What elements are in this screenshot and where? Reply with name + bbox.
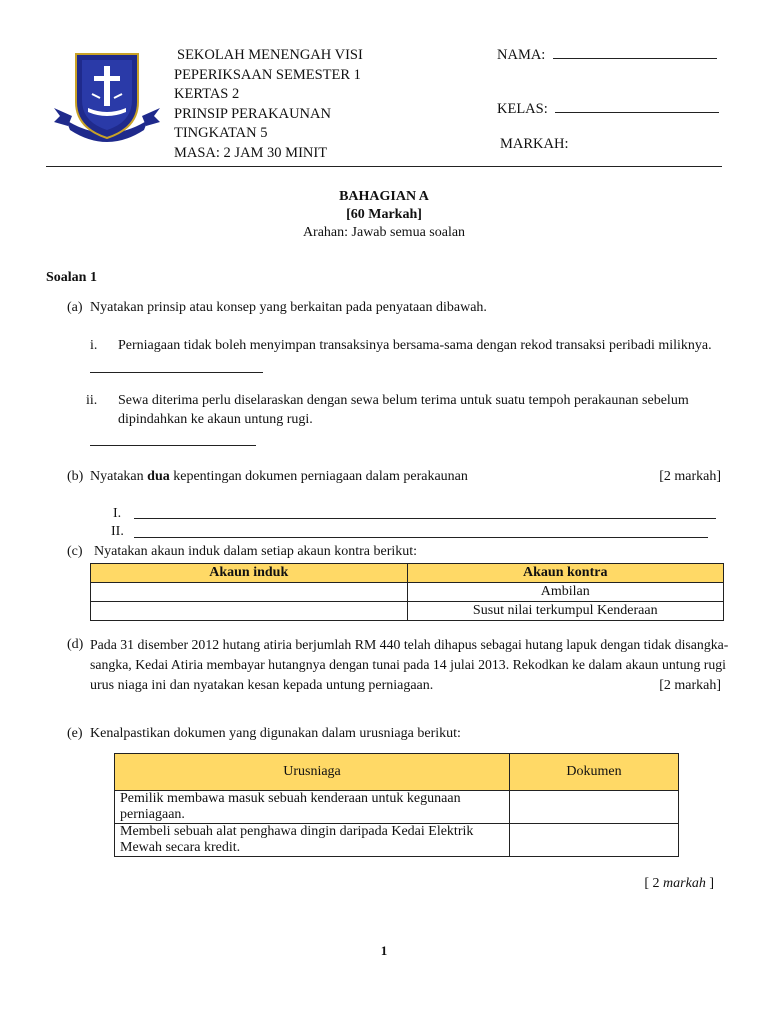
marks-field[interactable] [500, 136, 568, 153]
transactions-table [114, 753, 679, 857]
part-a-ii-answer-line[interactable] [90, 433, 256, 446]
transaction-line2: Mewah secara kredit. [120, 840, 241, 855]
logo-cross-horizontal [94, 76, 120, 81]
part-c-text: Nyatakan akaun induk dalam setiap akaun kontra berikut: [94, 544, 418, 559]
class-blank[interactable] [555, 100, 719, 113]
school-name: SEKOLAH MENENGAH VISI [177, 47, 363, 63]
part-a-i-text: Perniagaan tidak boleh menyimpan transaksinya bersama-sama dengan rekod transaksi peribadi miliknya. [118, 338, 712, 353]
school-logo [52, 50, 162, 146]
transaction-line1: Membeli sebuah alat penghawa dingin daripada Kedai Elektrik [120, 824, 474, 839]
table-header-row [91, 564, 724, 583]
class-label: KELAS: [497, 101, 548, 117]
part-a-text: Nyatakan prinsip atau konsep yang berkaitan pada penyataan dibawah. [90, 300, 487, 315]
section-instruction: Arahan: Jawab semua soalan [302, 225, 466, 240]
transaction-line2: perniagaan. [120, 807, 185, 822]
part-a-ii-num: ii. [86, 393, 98, 408]
header-info [174, 46, 363, 163]
header-divider [46, 166, 722, 167]
section-marks: [60 Markah] [346, 207, 422, 222]
marks-label: MARKAH: [500, 136, 569, 152]
part-b-item-1-num: I. [113, 506, 122, 521]
part-b-text-after: kepentingan dokumen perniagaan dalam perakaunan [169, 469, 468, 484]
table-row [91, 602, 724, 621]
part-c-label: (c) [67, 544, 83, 559]
table-header-row [115, 754, 679, 791]
exam-duration: MASA: 2 JAM 30 MINIT [174, 144, 328, 161]
question-title: Soalan 1 [46, 270, 97, 285]
name-field[interactable] [497, 46, 717, 64]
table-row [91, 583, 724, 602]
name-label: NAMA: [497, 47, 546, 63]
part-e-marks-close: ] [705, 876, 714, 891]
part-d-marks: [2 markah] [659, 678, 721, 693]
exam-title: PEPERIKSAAN SEMESTER 1 [174, 66, 361, 83]
header-parent-account: Akaun induk [91, 564, 408, 583]
header-transaction: Urusniaga [115, 754, 510, 791]
header-document: Dokumen [510, 754, 679, 791]
form-level: TINGKATAN 5 [174, 125, 268, 141]
header-contra-account: Akaun kontra [407, 564, 724, 583]
contra-accounts-table [90, 563, 724, 621]
name-blank[interactable] [553, 46, 717, 59]
table-row [115, 791, 679, 824]
part-e-marks-open: [ 2 [644, 876, 664, 891]
part-d-line3: urus niaga ini dan nyatakan kesan kepada untung perniagaan. [90, 678, 434, 693]
section-title: BAHAGIAN A [339, 189, 429, 204]
class-field[interactable] [497, 100, 719, 118]
page-number: 1 [380, 943, 388, 958]
part-b-label: (b) [67, 469, 84, 484]
part-b-item-1-answer-line[interactable] [134, 507, 716, 519]
part-a-ii-line1: Sewa diterima perlu diselaraskan dengan sewa belum terima untuk suatu tempoh perakaunan sebelum [118, 393, 689, 408]
transaction-line1: Pemilik membawa masuk sebuah kenderaan untuk kegunaan [120, 791, 461, 806]
parent-account-cell[interactable] [91, 583, 408, 602]
part-b-marks: [2 markah] [659, 469, 721, 484]
paper-number: KERTAS 2 [174, 86, 240, 102]
part-a-label: (a) [67, 300, 83, 315]
part-d-line1: Pada 31 disember 2012 hutang atiria berjumlah RM 440 telah dihapus sebagai hutang lapuk dengan tidak disangka- [90, 637, 729, 652]
transaction-cell [115, 791, 510, 824]
part-e-marks [644, 876, 714, 892]
logo-cross-vertical [104, 66, 110, 106]
part-b-item-2-answer-line[interactable] [134, 526, 708, 538]
part-d-label: (d) [67, 637, 84, 652]
subject-name: PRINSIP PERAKAUNAN [174, 105, 331, 122]
part-e-text: Kenalpastikan dokumen yang digunakan dalam urusniaga berikut: [90, 726, 461, 741]
part-b-text-before: Nyatakan [90, 469, 148, 484]
part-a-i-answer-line[interactable] [90, 360, 263, 373]
parent-account-cell[interactable] [91, 602, 408, 621]
part-b-text-bold: dua [147, 469, 170, 484]
part-b-text [90, 469, 468, 485]
contra-account-cell: Susut nilai terkumpul Kenderaan [407, 602, 724, 621]
part-d-line2: sangka, Kedai Atiria membayar hutangnya dengan tunai pada 14 julai 2013. Rekodkan ke dalam akaun untung rugi [90, 657, 727, 672]
transaction-cell [115, 824, 510, 857]
document-cell[interactable] [510, 824, 679, 857]
contra-account-cell: Ambilan [407, 583, 724, 602]
part-a-i-num: i. [90, 338, 98, 353]
part-e-marks-word: markah [663, 876, 706, 891]
document-cell[interactable] [510, 791, 679, 824]
part-e-label: (e) [67, 726, 83, 741]
part-b-item-2-num: II. [111, 524, 124, 539]
part-a-ii-line2: dipindahkan ke akaun untung rugi. [118, 412, 313, 427]
table-row [115, 824, 679, 857]
